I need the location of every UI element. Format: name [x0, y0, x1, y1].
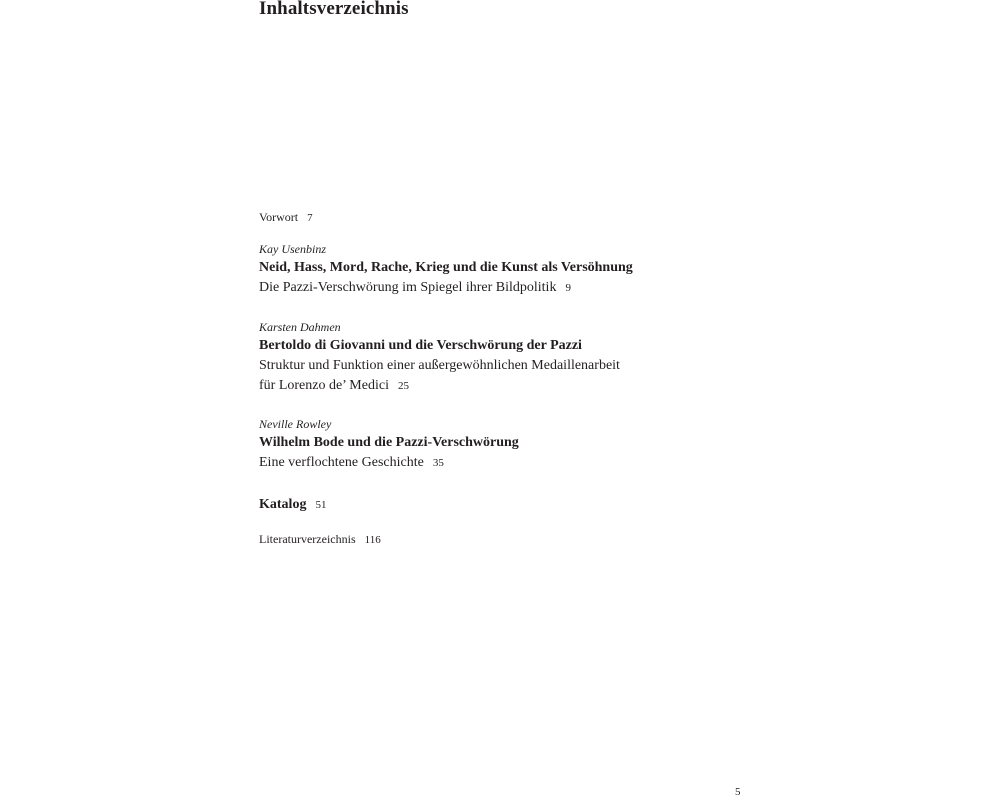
toc-entry-label: Literaturverzeichnis — [259, 532, 356, 546]
essay-title: Neid, Hass, Mord, Rache, Krieg und die Kunst als Versöhnung — [259, 260, 633, 275]
toc-page-number: 35 — [432, 457, 444, 469]
essay-subtitle-line: Die Pazzi-Verschwörung im Spiegel ihrer Bildpolitik — [259, 280, 557, 295]
toc-entry-label: Katalog — [259, 497, 307, 512]
toc-page-number: 7 — [307, 212, 313, 224]
toc-essay-entry[interactable] — [259, 318, 620, 396]
essay-author: Kay Usenbinz — [259, 242, 326, 256]
toc-essay-entry[interactable] — [259, 415, 519, 473]
essay-title: Wilhelm Bode und die Pazzi-Verschwörung — [259, 435, 519, 450]
toc-entry-katalog[interactable] — [259, 495, 326, 515]
toc-page-number: 9 — [565, 282, 571, 294]
page-number: 5 — [735, 786, 741, 798]
toc-page-number: 116 — [364, 534, 381, 546]
essay-author: Neville Rowley — [259, 417, 332, 431]
toc-page-number: 25 — [397, 380, 409, 392]
essay-subtitle — [259, 376, 620, 396]
toc-page-number: 51 — [315, 499, 327, 511]
toc-entry-label: Vorwort — [259, 210, 299, 224]
essay-author: Karsten Dahmen — [259, 320, 341, 334]
essay-subtitle-line: Eine verflochtene Geschichte — [259, 455, 424, 470]
toc-essay-entry[interactable] — [259, 240, 633, 298]
essay-title: Bertoldo di Giovanni und die Verschwörung der Pazzi — [259, 338, 582, 353]
essay-subtitle — [259, 453, 519, 473]
toc-entry-literaturverzeichnis[interactable] — [259, 530, 381, 549]
page-title: Inhaltsverzeichnis — [259, 0, 409, 19]
essay-subtitle-line: Struktur und Funktion einer außergewöhnlichen Medaillenarbeit — [259, 358, 620, 373]
essay-subtitle-line: für Lorenzo de’ Medici — [259, 378, 389, 393]
essay-subtitle — [259, 278, 633, 298]
toc-entry-vorwort[interactable] — [259, 208, 313, 227]
